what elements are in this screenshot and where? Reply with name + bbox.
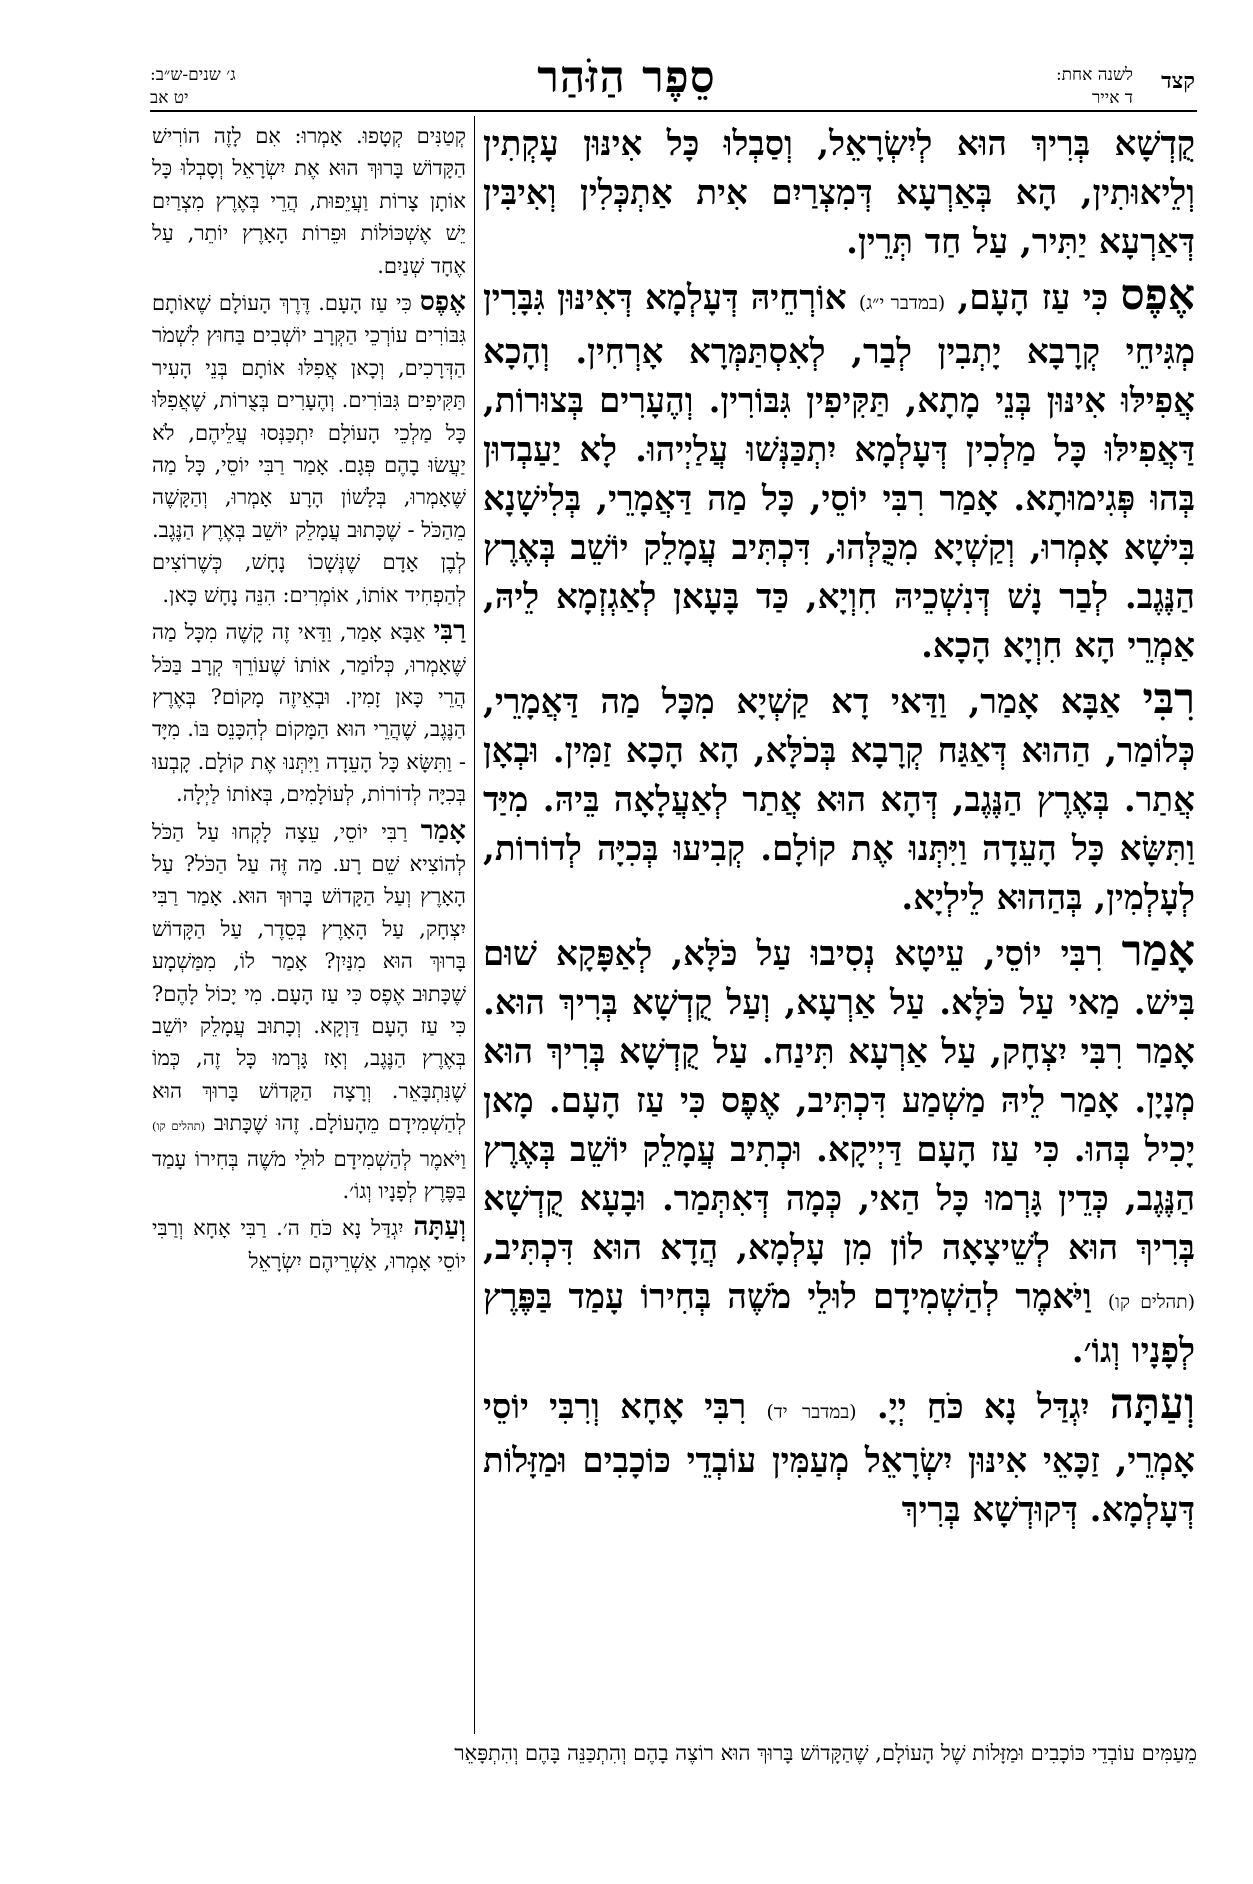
main-text: כִּי עַז הָעָם, — [957, 278, 1109, 318]
main-paragraph — [483, 1380, 1195, 1535]
schedule-one-year-date: ד אייר — [1091, 88, 1133, 108]
translation-text: יִגְדַּל נָא כֹּחַ ה׳. רַבִּי אָחָא וְרַבִּי יוֹסֵי אָמְרוּ, אַשְׁרֵיהֶם יִשְׂרָאֵל — [152, 1216, 466, 1273]
main-text: אַבָּא אָמַר, וַדַּאי דָא קַשְׁיָא מִכָּל מַה דַּאֲמָרֵי, כְּלוֹמַר, הַהוּא דְּאַגַּח קְרָבָא בְּכֹלָּא, הָא הָכָא זַמִּין. וּבְאָן אֲתַר. בְּאֶרֶץ הַנֶּגֶב, דְּהָא הוּא אֲתַר לְאַעֲלָאָה בֵּיהּ. מִיַּד וַתִּשָּׂא כָּל הָעֵדָה וַיִּתְּנוּ אֶת קוֹלָם. קְבִיעוּ בְּכִיָּה לְדוֹרוֹת, לְעָלְמִין, בְּהַהוּא לֵילְיָא. — [483, 682, 1195, 918]
translation-paragraph — [152, 1211, 466, 1277]
main-paragraph — [483, 927, 1195, 1376]
translation-text: אַבָּא אָמַר, וַדַּאי זֶה קָשֶׁה מִכָּל מַה שֶּׁאָמְרוּ, כְּלוֹמַר, אוֹתוֹ שֶׁעוֹרֵךְ קְרָב בַּכֹּל הֲרֵי כָּאן זָמִין. וּבְאֵיזֶה מָקוֹם? בְּאֶרֶץ הַנֶּגֶב, שֶׁהֲרֵי הוּא הַמָּקוֹם לְהִכָּנֵס בּוֹ. מִיָּד - וַתִּשָּׂא כָּל הָעֵדָה וַיִּתְּנוּ אֶת קוֹלָם. קָבְעוּ בְּכִיָּה לְדוֹרוֹת, לְעוֹלָמִים, בְּאוֹתוֹ לַיְלָה. — [152, 620, 466, 807]
verse-reference: (במדבר י״ג) — [858, 293, 946, 314]
translation-text: קְטַנִּים קְטָפוּ. אָמְרוּ: אִם לָזֶה הוֹרִישׁ הַקָּדוֹשׁ בָּרוּךְ הוּא אֶת יִשְׂרָאֵל וְסָבְלוּ כָּל אוֹתָן צָרוֹת וַעֲיֵפוּת, הֲרֵי בְּאֶרֶץ מִצְרַיִם יֵשׁ אֶשְׁכּוֹלוֹת וּפֵרוֹת הָאָרֶץ יוֹתֵר, עַל אֶחָד שְׁנַיִם. — [152, 124, 466, 278]
main-text: קֻדְשָׁא בְּרִיךְ הוּא לְיִשְׂרָאֵל, וְסַבְלוּ כָּל אִינּוּן עָקְתִין וְלֵיאוּתִין, הָא בְּאַרְעָא דְּמִצְרַיִם אִית אַתְכְּלִין וְאִיבִּין דְּאַרְעָא יַתִּיר, עַל חַד תְּרֵין. — [483, 124, 1195, 262]
translation-paragraph — [152, 286, 466, 611]
paragraph-lead-word: אָמַר — [1121, 926, 1195, 976]
translation-text: וַיֹּאמֶר לְהַשְׁמִידָם לוּלֵי מֹשֶׁה בְּחִירוֹ עָמַד בַּפֶּרֶץ לְפָנָיו וְגוֹ׳. — [152, 1146, 466, 1203]
paragraph-lead-word: וְעַתָּה — [413, 1211, 466, 1243]
section-label: קצד — [1161, 68, 1195, 94]
translation-paragraph — [152, 120, 466, 282]
paragraph-lead-word: אָמַר — [420, 814, 466, 846]
main-text: יִגְדַּל נָא כֹּחַ יְיָ. — [876, 1387, 1090, 1427]
schedule-three-years-label: ג׳ שנים-ש״ב: — [150, 65, 236, 85]
main-paragraph — [483, 120, 1195, 267]
schedule-three-years-date: יט אב — [150, 88, 189, 108]
verse-reference: (תהלים קו) — [1107, 1292, 1195, 1313]
paragraph-lead-word: וְעַתָּה — [1109, 1379, 1195, 1429]
translation-text: רַבִּי יוֹסֵי, עֵצָה לָקְחוּ עַל הַכֹּל לְהוֹצִיא שֵׁם רָע. מַה זֶּה עַל הַכֹּל? עַל הָאָרֶץ וְעַל הַקָּדוֹשׁ בָּרוּךְ הוּא. אָמַר רַבִּי יִצְחָק, עַל הָאָרֶץ בְּסֵדֶר, עַל הַקָּדוֹשׁ בָּרוּךְ הוּא מִנַּיִן? אָמַר לוֹ, מִמַּשְׁמָע שֶׁכָּתוּב אֶפֶס כִּי עַז הָעָם. מִי יָכוֹל לָהֶם? כִּי עַז הָעָם דַּוְקָא. וְכָתוּב עֲמָלֵק יוֹשֵׁב בְּאֶרֶץ הַנֶּגֶב, וְאָז גָּרְמוּ כָּל זֶה, כְּמוֹ שֶׁנִּתְבָּאֵר. וְרָצָה הַקָּדוֹשׁ בָּרוּךְ הוּא לְהַשְׁמִידָם מֵהָעוֹלָם. זֶהוּ שֶׁכָּתוּב — [152, 819, 466, 1136]
main-paragraph — [483, 271, 1195, 671]
paragraph-lead-word: אֶפֶס — [419, 286, 466, 318]
translation-paragraph — [152, 615, 466, 810]
main-paragraph — [483, 675, 1195, 923]
paragraph-lead-word: רִבִּי — [1142, 674, 1195, 724]
translation-paragraph — [152, 815, 466, 1208]
main-text: אוֹרְחֵיהּ דְּעָלְמָא דְּאִינּוּן גִּבָּרִין מְגִּיחֵי קְרָבָא יָתְבִין לְבַר, לְאִסְתַּמְּרָא אָרְחִין. וְהָכָא אֲפִילּוּ אִינּוּן בְּנֵי מָתָא, תַּקִּיפִין גִּבּוֹרִין. וְהֶעָרִים בְּצוּרוֹת, דַּאֲפִילּוּ כָּל מַלְכִין דְּעָלְמָא יִתְכַּנְּשׁוּ עֲלַיְיהוּ. לָא יַעַבְדוּן בְּהוּ פְּגִימוּתָא. אָמַר רִבִּי יוֹסֵי, כָּל מַה דַּאֲמָרֵי, בְּלִישָׁנָא בִּישָׁא אָמְרוּ, וְקַשְׁיָא מִכֻּלְּהוּ, דִּכְתִּיב עֲמָלֵק יוֹשֵׁב בְּאֶרֶץ הַנֶּגֶב. לְבַר נָשׁ דְּנִשְׁכֵיהּ חִוְיָא, כַּד בָּעָאן לְאַגְזְמָא לֵיהּ, אַמְרֵי הָא חִוְיָא הָכָא. — [483, 278, 1195, 666]
daily-schedule-three-years — [150, 64, 236, 110]
verse-reference: (תהלים קו) — [152, 1119, 206, 1134]
paragraph-lead-word: רַבִּי — [433, 615, 466, 647]
hebrew-translation-column — [152, 116, 466, 1734]
book-title: סֵפֶר הַזֹּהַר — [537, 52, 716, 103]
main-text: וַיֹּאמֶר לְהַשְׁמִידָם לוּלֵי מֹשֶׁה בְּחִירוֹ עָמַד בַּפֶּרֶץ לְפָנָיו וְגוֹ׳. — [483, 1277, 1195, 1371]
main-text: רִבִּי יוֹסֵי, עֵיטָא נְסִיבוּ עַל כֹּלָּא, לְאַפָּקָא שׁוּם בִּישׁ. מַאי עַל כֹּלָּא. עַל אַרְעָא, וְעַל קֻדְשָׁא בְּרִיךְ הוּא. אָמַר רִבִּי יִצְחָק, עַל אַרְעָא תִּינַח. עַל קֻדְשָׁא בְּרִיךְ הוּא מְנָיָן. אָמַר לֵיהּ מַשְׁמַע דִּכְתִּיב, אֶפֶס כִּי עַז הָעָם. מָאן יָכִיל בְּהוּ. כִּי עַז הָעָם דַּיְיקָא. וּכְתִיב עֲמָלֵק יוֹשֵׁב בְּאֶרֶץ הַנֶּגֶב, כְּדֵין גָּרְמוּ כָּל הַאי, כְּמָה דְּאִתְּמַר. וּבָעָא קֻדְשָׁא בְּרִיךְ הוּא לְשֵׁיצָאָה לוֹן מִן עָלְמָא, הֲדָא הוּא דִּכְתִּיב, — [483, 934, 1195, 1268]
column-divider — [474, 116, 475, 1734]
translation-continuation-line: מֵעַמִּים עוֹבְדֵי כּוֹכָבִים וּמַזָּלוֹת שֶׁל הָעוֹלָם, שֶׁהַקָּדוֹשׁ בָּרוּךְ הוּא רוֹצֶה בָהֶם וְהִתְכַּנֵּה בָּהֶם וְהִתְפָּאֵר — [454, 1741, 1197, 1765]
verse-reference: (במדבר יד) — [766, 1402, 857, 1423]
main-text: רִבִּי אָחָא וְרִבִּי יוֹסֵי אָמְרֵי, זַכָּאֵי אִינּוּן יִשְׂרָאֵל מְעַמִּין עוֹבְדֵי כּוֹכָבִים וּמַזָּלוֹת דְּעָלְמָא. דְּקוּדְשָׁא בְּרִיךְ — [483, 1387, 1195, 1530]
schedule-one-year-label: לשנה אחת: — [1055, 65, 1133, 85]
paragraph-lead-word: אֶפֶס — [1120, 270, 1195, 320]
header-divider — [150, 110, 1197, 112]
aramaic-main-column — [483, 116, 1195, 1734]
translation-text: כִּי עַז הָעָם. דֶּרֶךְ הָעוֹלָם שֶׁאוֹתָם גִּבּוֹרִים עוֹרְכֵי הַקְּרָב יוֹשְׁבִים בַּחוּץ לִשְׁמֹר הַדְּרָכִים, וְכָאן אֲפִלּוּ אוֹתָם בְּנֵי הָעִיר תַּקִּיפִים גִּבּוֹרִים. וְהֶעָרִים בְּצֻרוֹת, שֶׁאֲפִלּוּ כָּל מַלְכֵי הָעוֹלָם יִתְכַּנְּסוּ עֲלֵיהֶם, לֹא יַעֲשׂוּ בָהֶם פְּגָם. אָמַר רַבִּי יוֹסֵי, כָּל מַה שֶּׁאָמְרוּ, בְּלָשׁוֹן הָרָע אָמְרוּ, וְהַקָּשֶׁה מֵהַכֹּל - שֶׁכָּתוּב עֲמָלֵק יוֹשֵׁב בְּאֶרֶץ הַנֶּגֶב. לְבֶן אָדָם שֶׁנְּשָׁכוֹ נָחָשׁ, כְּשֶׁרוֹצִים לְהַפְחִיד אוֹתוֹ, אוֹמְרִים: הִנֵּה נָחָשׁ כָּאן. — [152, 291, 466, 607]
